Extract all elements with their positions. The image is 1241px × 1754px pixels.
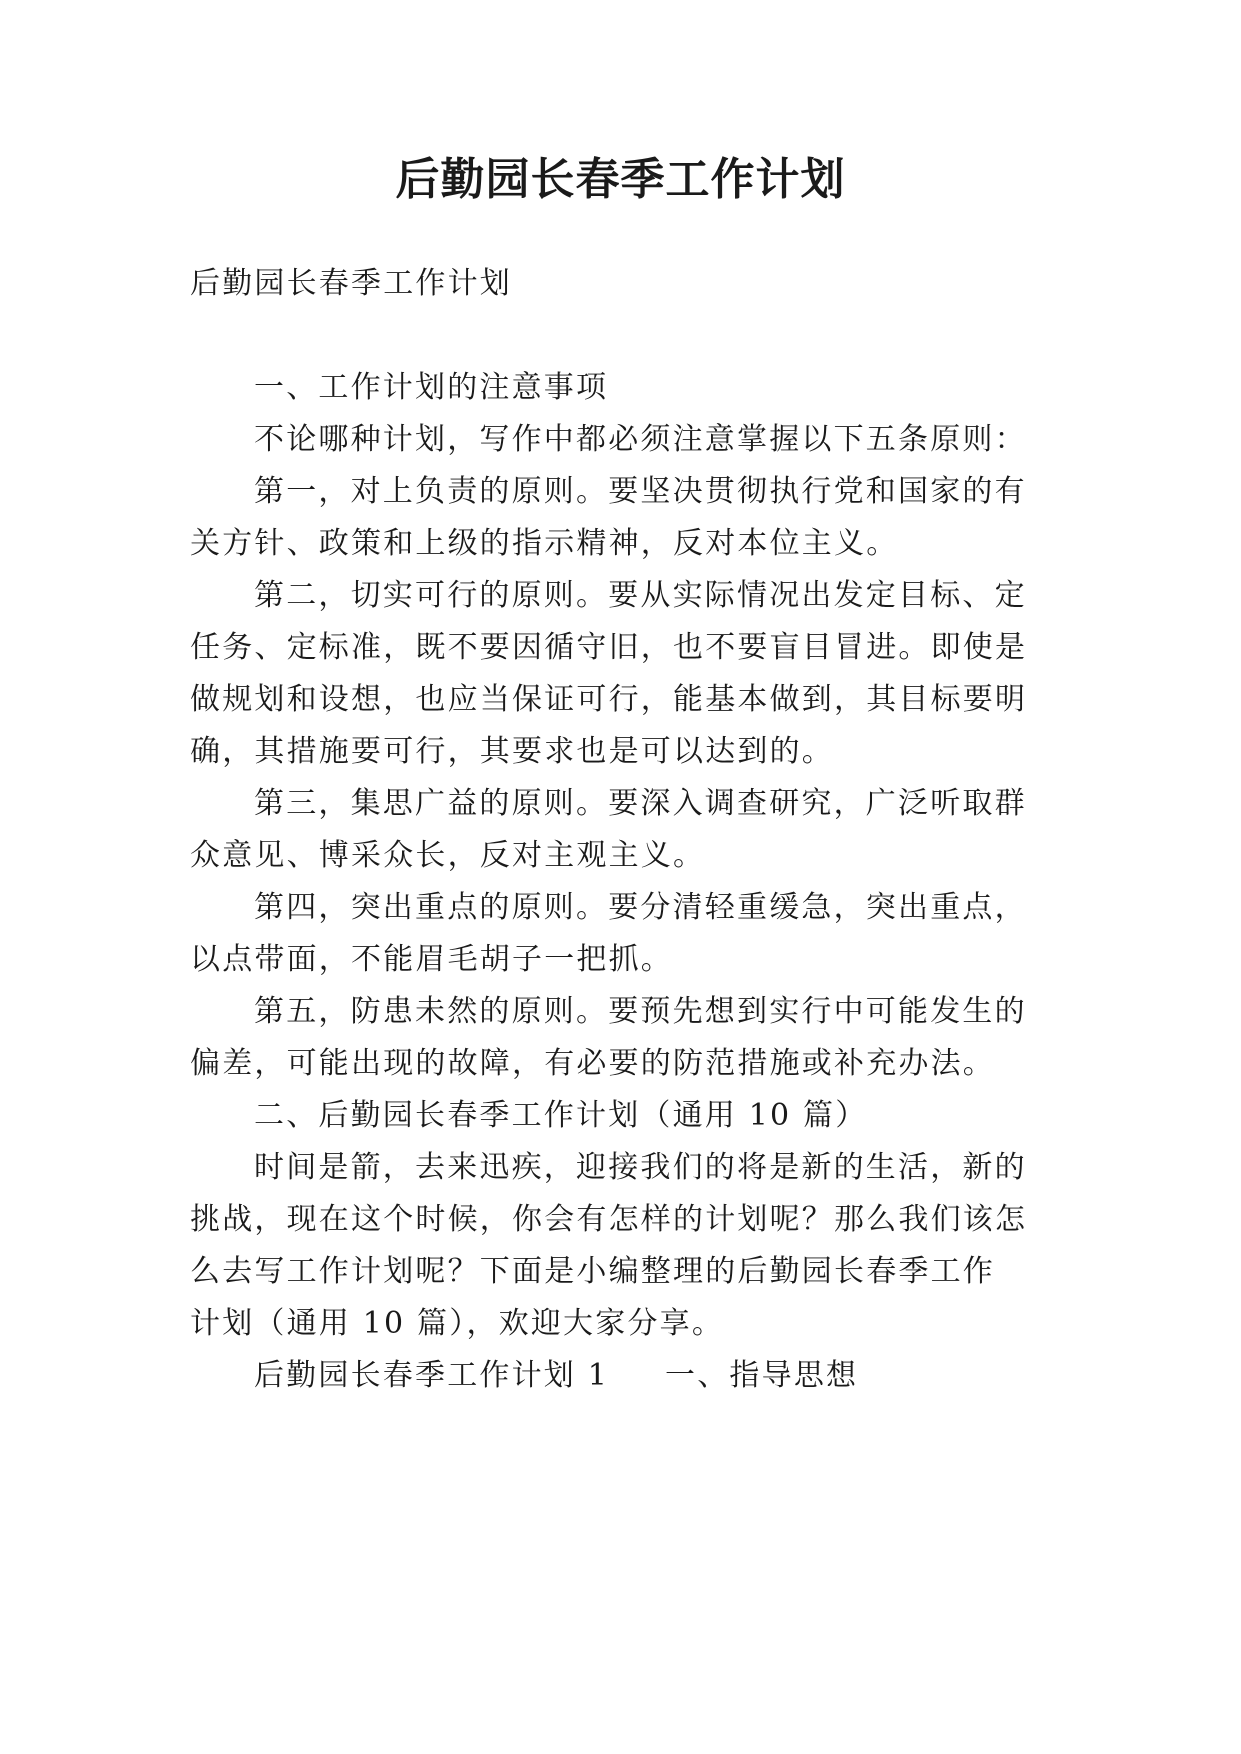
paragraph-line: 不论哪种计划，写作中都必须注意掌握以下五条原则： [254, 422, 1027, 457]
paragraph-line: 做规划和设想，也应当保证可行，能基本做到，其目标要明 [190, 682, 1028, 717]
paragraph-line: 计划（通用 10 篇），欢迎大家分享。 [190, 1306, 725, 1341]
paragraph-line: 第四，突出重点的原则。要分清轻重缓急，突出重点， [254, 890, 1027, 925]
document-title: 后勤园长春季工作计划 [395, 154, 846, 205]
paragraph-line: 第五，防患未然的原则。要预先想到实行中可能发生的 [254, 994, 1027, 1029]
paragraph-line: 时间是箭，去来迅疾，迎接我们的将是新的生活，新的 [254, 1150, 1027, 1185]
document-subtitle: 后勤园长春季工作计划 [190, 266, 512, 301]
paragraph-line: 第一，对上负责的原则。要坚决贯彻执行党和国家的有 [254, 474, 1027, 509]
paragraph-line: 第二，切实可行的原则。要从实际情况出发定目标、定 [254, 578, 1027, 613]
paragraph-line: 偏差，可能出现的故障，有必要的防范措施或补充办法。 [190, 1046, 995, 1081]
section-heading-1: 一、工作计划的注意事项 [254, 370, 609, 405]
paragraph-line: 以点带面，不能眉毛胡子一把抓。 [190, 942, 673, 977]
paragraph-line: 挑战，现在这个时候，你会有怎样的计划呢？那么我们该怎 [190, 1202, 1028, 1237]
section-heading-2: 二、后勤园长春季工作计划（通用 10 篇） [254, 1098, 868, 1133]
paragraph-line: 确，其措施要可行，其要求也是可以达到的。 [190, 734, 834, 769]
paragraph-line: 关方针、政策和上级的指示精神，反对本位主义。 [190, 526, 899, 561]
paragraph-line: 众意见、博采众长，反对主观主义。 [190, 838, 706, 873]
paragraph-line: 么去写工作计划呢？下面是小编整理的后勤园长春季工作 [190, 1254, 995, 1289]
paragraph-line: 第三，集思广益的原则。要深入调查研究，广泛听取群 [254, 786, 1027, 821]
guiding-thought-heading: 一、指导思想 [665, 1358, 859, 1393]
plan-heading-line [254, 1356, 858, 1396]
paragraph-line: 任务、定标准，既不要因循守旧，也不要盲目冒进。即使是 [190, 630, 1028, 665]
plan-number-label: 后勤园长春季工作计划 1 [254, 1358, 610, 1393]
